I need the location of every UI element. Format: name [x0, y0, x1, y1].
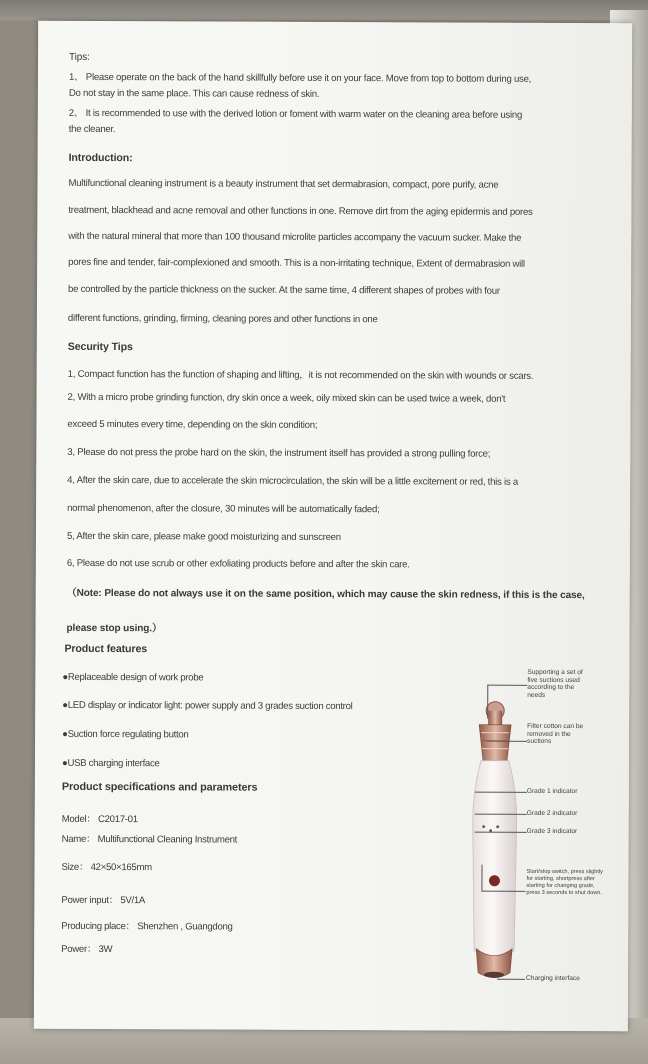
tips-line: Do not stay in the same place. This can cause redness of skin.	[68, 87, 320, 100]
callout-text: suctions	[527, 738, 552, 746]
callout-line	[475, 832, 527, 833]
callout-grade2: Grade 2 indicator	[526, 809, 578, 818]
security-line: 6, Please do not use scrub or other exfoliating products before and after the skin care.	[66, 557, 410, 571]
introduction-line: treatment, blackhead and acne removal and other functions in one. Remove dirt from the aging epidermis and pores	[68, 204, 533, 218]
security-line: 3, Please do not press the probe hard on the skin, the instrument itself has provided a strong pulling force;	[67, 446, 491, 460]
callout-line	[487, 741, 527, 742]
feature-item: ●Suction force regulating button	[62, 728, 189, 741]
table-background	[0, 0, 648, 20]
callout-grade3: Grade 3 indicator	[526, 827, 578, 836]
introduction-line: pores fine and tender, fair-complexioned and smooth. This is a non-irritating technique, Extent of dermabrasion will	[68, 256, 525, 270]
security-note: （Note: Please do not always use it on the same position, which may cause the skin redness, if this is the case,	[66, 587, 585, 602]
tips-line: 2、 It is recommended to use with the derived lotion or foment with warm water on the cleaning area before using	[68, 107, 523, 121]
spec-size: Size： 42×50×165mm	[61, 861, 152, 874]
security-title: Security Tips	[67, 340, 133, 354]
callout-text: starting for changing grade,	[526, 882, 595, 890]
security-line: exceed 5 minutes every time, depending on the skin condition;	[67, 418, 318, 431]
introduction-line: different functions, grinding, firming, cleaning pores and other functions in one	[67, 312, 378, 326]
spec-power: Power： 3W	[61, 943, 113, 956]
callout-text: press 3 seconds to shut down.	[526, 889, 602, 897]
features-title: Product features	[64, 642, 148, 656]
introduction-line: with the natural mineral that more than 100 thousand microlite particles accompany the vacuum sucker. Make the	[68, 230, 522, 244]
tips-title: Tips:	[69, 51, 90, 63]
introduction-line: be controlled by the particle thickness on the sucker. At the same time, 4 different shapes of probes with four	[68, 283, 500, 297]
callout-charging: Charging interface	[526, 974, 580, 983]
callout-filter	[527, 723, 583, 746]
callout-line	[481, 891, 525, 892]
callout-line	[475, 814, 527, 815]
security-line: 2, With a micro probe grinding function, dry skin once a week, oily mixed skin can be used twice a week, don't	[67, 391, 506, 405]
security-line: 1, Compact function has the function of shaping and lifting，it is not recommended on the skin with wounds or scars.	[67, 368, 534, 382]
spec-power-input: Power input： 5V/1A	[61, 894, 146, 907]
introduction-title: Introduction:	[68, 151, 133, 165]
security-line: 4, After the skin care, due to accelerate the skin microcirculation, the skin will be a little excitement or red, this is a	[67, 474, 518, 488]
introduction-line: Multifunctional cleaning instrument is a beauty instrument that set dermabrasion, compact, pore purify, acne	[68, 177, 499, 191]
callout-suctions	[527, 669, 582, 700]
callout-switch	[526, 869, 603, 897]
callout-text: Start/stop switch, press slightly	[526, 868, 603, 876]
callout-grade1: Grade 1 indicator	[526, 787, 578, 796]
tips-line: the cleaner.	[68, 123, 116, 136]
callout-text: needs	[527, 691, 546, 699]
callout-text: according to the	[527, 684, 575, 692]
feature-item: ●USB charging interface	[61, 757, 160, 770]
callout-line	[487, 685, 527, 686]
callout-text: Supporting a set of	[527, 668, 583, 677]
security-line: normal phenomenon, after the closure, 30 minutes will be automatically faded;	[67, 502, 380, 516]
security-line: 5, After the skin care, please make good moisturizing and sunscreen	[66, 530, 341, 544]
spec-model: Model： C2017-01	[61, 813, 138, 826]
spec-producing-place: Producing place： Shenzhen , Guangdong	[61, 920, 233, 933]
callout-text: for starting, shortpress after	[526, 875, 595, 883]
spec-name: Name： Multifunctional Cleaning Instrument	[61, 833, 238, 846]
callout-text: Filter cotton can be	[527, 722, 584, 731]
callout-line	[487, 685, 488, 719]
specs-title: Product specifications and parameters	[61, 780, 258, 794]
security-note: please stop using.）	[66, 622, 162, 635]
callout-line	[497, 979, 525, 980]
feature-item: ●Replaceable design of work probe	[62, 671, 204, 684]
callout-text: five suctions used	[527, 676, 580, 684]
callout-line	[475, 792, 527, 793]
tips-line: 1、 Please operate on the back of the hand skillfully before use it on your face. Move from top to bottom during use,	[68, 71, 532, 85]
callout-line	[481, 865, 482, 891]
product-leaflet	[34, 21, 632, 1032]
callout-text: removed in the	[527, 730, 571, 738]
feature-item: ●LED display or indicator light: power supply and 3 grades suction control	[62, 699, 353, 713]
